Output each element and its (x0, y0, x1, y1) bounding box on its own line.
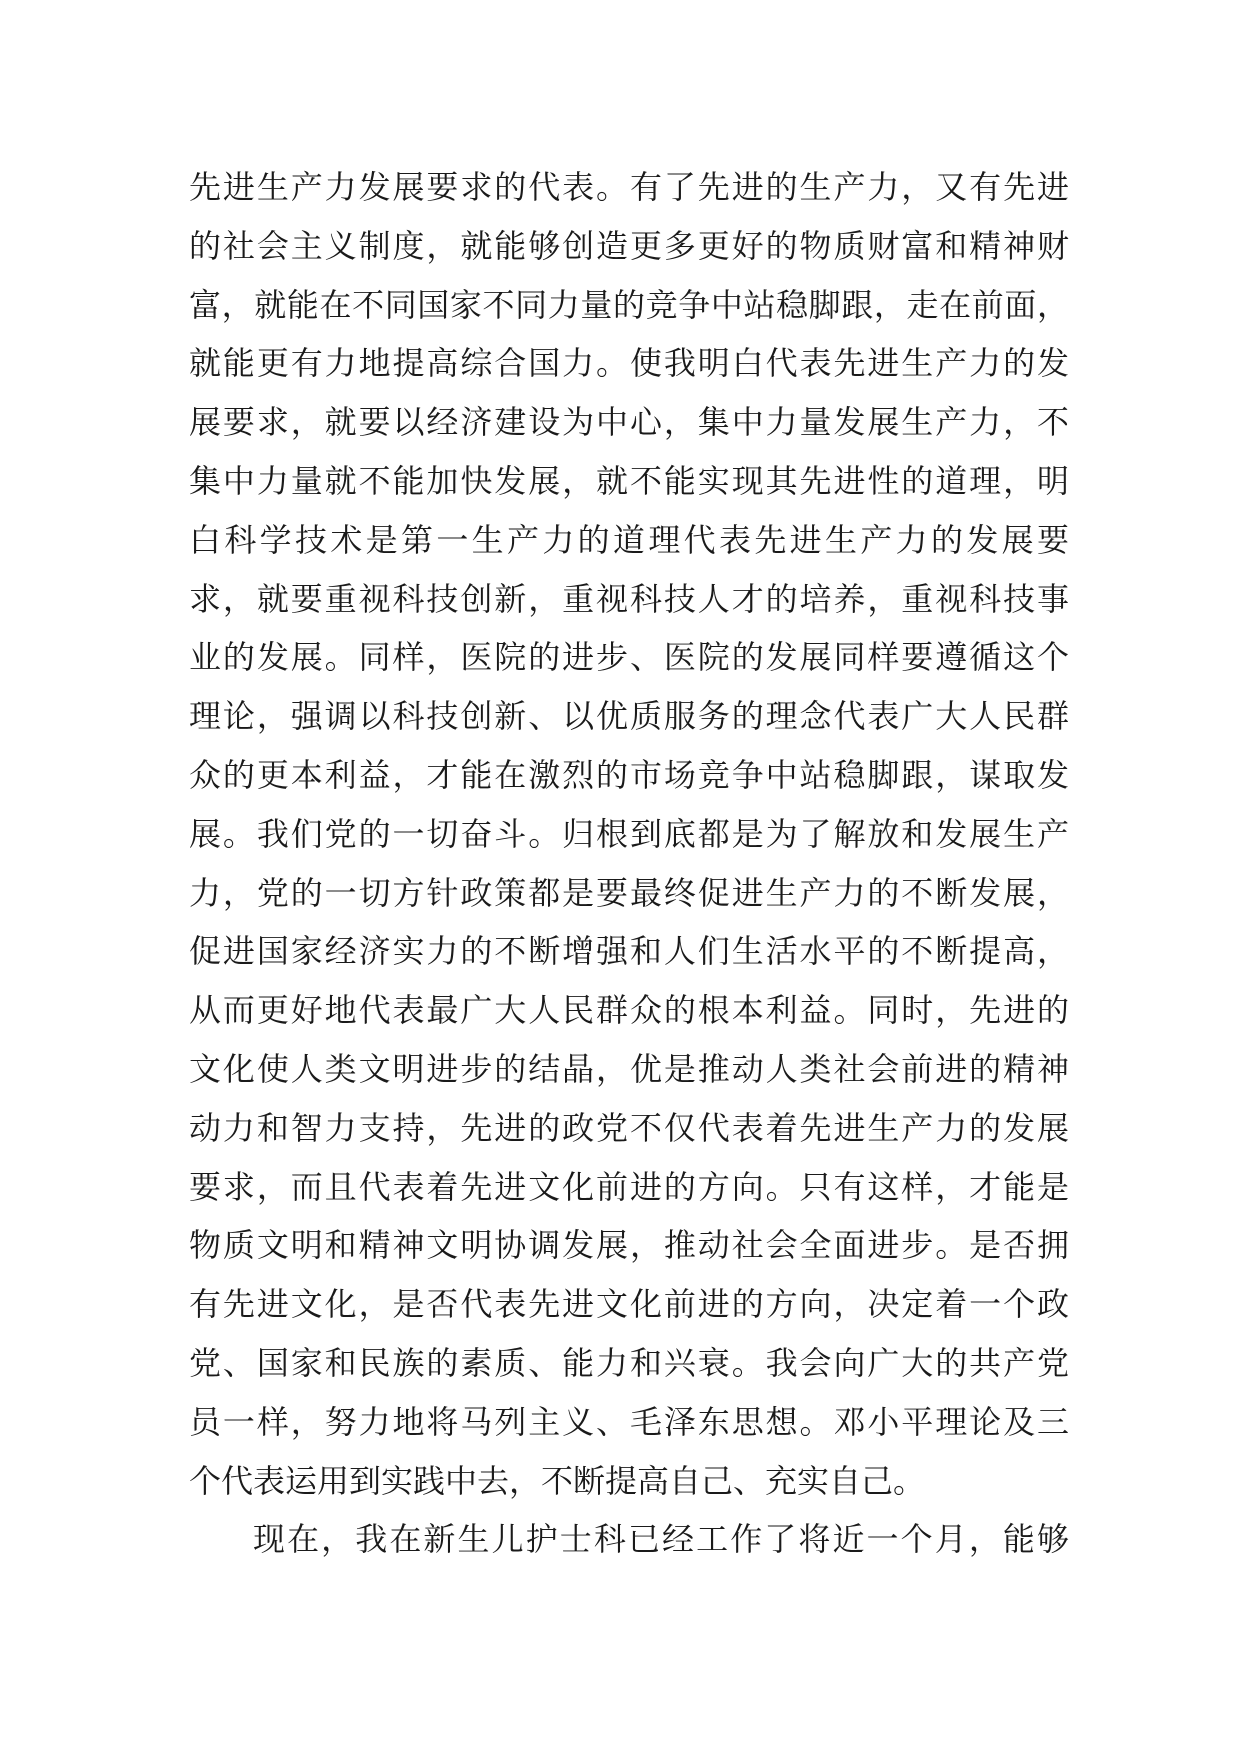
text-line: 业的发展。同样，医院的进步、医院的发展同样要遵循这个 (189, 638, 1069, 677)
paragraph-end-line: 个代表运用到实践中去，不断提高自己、充实自己。 (189, 1461, 926, 1500)
text-line: 白科学技术是第一生产力的道理代表先进生产力的发展要 (189, 520, 1069, 559)
text-line: 富，就能在不同国家不同力量的竞争中站稳脚跟，走在前面， (189, 285, 1069, 324)
text-line: 要求，而且代表着先进文化前进的方向。只有这样，才能是 (189, 1167, 1069, 1206)
text-line: 众的更本利益，才能在激烈的市场竞争中站稳脚跟，谋取发 (189, 755, 1069, 794)
text-line: 就能更有力地提高综合国力。使我明白代表先进生产力的发 (189, 344, 1069, 383)
text-line: 的社会主义制度，就能够创造更多更好的物质财富和精神财 (189, 226, 1069, 265)
text-line: 有先进文化，是否代表先进文化前进的方向，决定着一个政 (189, 1285, 1069, 1324)
text-line: 员一样，努力地将马列主义、毛泽东思想。邓小平理论及三 (189, 1402, 1069, 1441)
text-line: 求，就要重视科技创新，重视科技人才的培养，重视科技事 (189, 579, 1069, 618)
text-line: 动力和智力支持，先进的政党不仅代表着先进生产力的发展 (189, 1108, 1069, 1147)
text-line: 文化使人类文明进步的结晶，优是推动人类社会前进的精神 (189, 1049, 1069, 1088)
text-line: 促进国家经济实力的不断增强和人们生活水平的不断提高， (189, 932, 1069, 971)
text-line: 理论，强调以科技创新、以优质服务的理念代表广大人民群 (189, 697, 1069, 736)
text-line: 集中力量就不能加快发展，就不能实现其先进性的道理，明 (189, 461, 1069, 500)
paragraph-start-line: 现在，我在新生儿护士科已经工作了将近一个月，能够 (253, 1520, 1069, 1559)
text-line: 先进生产力发展要求的代表。有了先进的生产力，又有先进 (189, 168, 1069, 206)
text-line: 物质文明和精神文明协调发展，推动社会全面进步。是否拥 (189, 1226, 1069, 1265)
text-line: 展。我们党的一切奋斗。归根到底都是为了解放和发展生产 (189, 814, 1069, 853)
text-line: 展要求，就要以经济建设为中心，集中力量发展生产力，不 (189, 403, 1069, 442)
text-line: 党、国家和民族的素质、能力和兴衰。我会向广大的共产党 (189, 1343, 1069, 1382)
body-text (189, 158, 1069, 1569)
text-line: 从而更好地代表最广大人民群众的根本利益。同时，先进的 (189, 991, 1069, 1030)
text-line: 力，党的一切方针政策都是要最终促进生产力的不断发展， (189, 873, 1069, 912)
